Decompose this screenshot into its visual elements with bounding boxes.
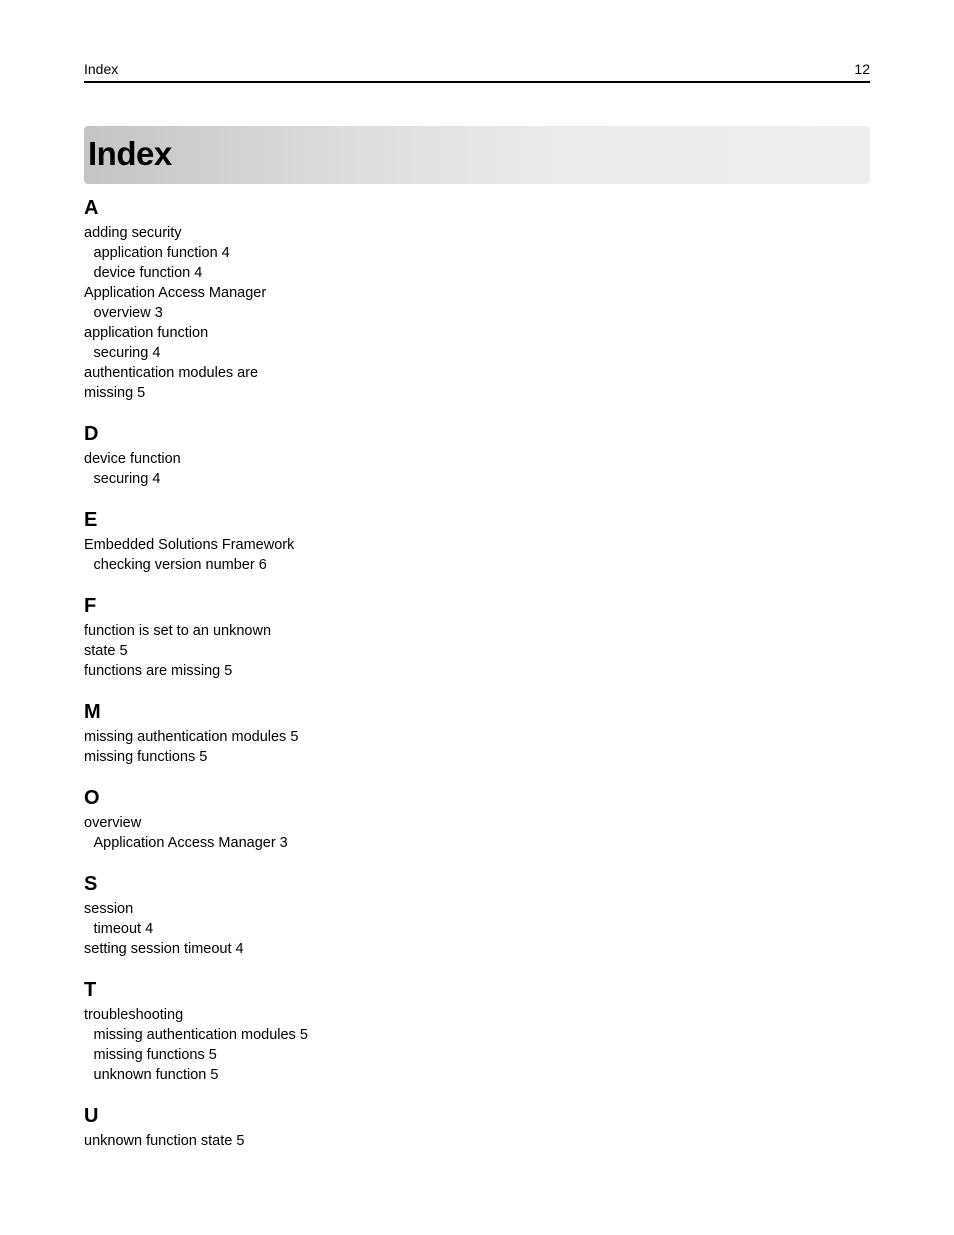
index-entry-term: session	[84, 901, 134, 917]
header-page-number: 12	[854, 61, 870, 77]
page-title: Index	[88, 135, 172, 172]
index-letter-group	[84, 592, 404, 681]
index-letter-heading: E	[84, 509, 98, 531]
index-page-reference: 4	[145, 921, 154, 937]
index-entry-term: missing functions	[93, 1047, 205, 1063]
index-entry-term: application function	[93, 245, 218, 261]
index-page-reference: 5	[290, 729, 299, 745]
index-subentry	[84, 555, 404, 575]
index-entry	[84, 223, 404, 243]
index-entry-term: overview	[84, 815, 142, 831]
index-letter-group	[84, 698, 404, 767]
index-entry	[84, 747, 404, 767]
index-page-reference: 5	[210, 1067, 219, 1083]
index-entry	[84, 323, 404, 343]
index-entry-term: Application Access Manager	[93, 835, 276, 851]
index-entry-term: missing	[84, 385, 134, 401]
index-letter-heading: M	[84, 701, 101, 723]
index-letter-group	[84, 506, 404, 575]
index-page-reference: 4	[152, 471, 161, 487]
index-letter-heading: A	[84, 197, 99, 219]
index-letter-group	[84, 194, 404, 403]
index-entry-term: state	[84, 643, 116, 659]
index-page-reference: 5	[236, 1133, 245, 1149]
running-header	[84, 60, 870, 83]
index-page-reference: 5	[208, 1047, 217, 1063]
index-page-reference: 5	[224, 663, 233, 679]
index-entry	[84, 383, 404, 403]
index-letter-group	[84, 420, 404, 489]
index-entry	[84, 1005, 404, 1025]
index-entry-term: overview	[93, 305, 151, 321]
index-entry-list	[84, 899, 404, 959]
index-letter-group	[84, 870, 404, 959]
index-entry-term: securing	[93, 471, 149, 487]
index-page-reference: 3	[279, 835, 288, 851]
index-entry-term: device function	[84, 451, 181, 467]
index-entry	[84, 283, 404, 303]
index-entry-term: securing	[93, 345, 149, 361]
index-subentry	[84, 1025, 404, 1045]
index-entry-term: setting session timeout	[84, 941, 232, 957]
index-entry-list	[84, 1131, 404, 1151]
index-body	[84, 194, 404, 1168]
index-page-reference: 4	[221, 245, 230, 261]
index-entry-term: Embedded Solutions Framework	[84, 537, 295, 553]
title-banner	[84, 126, 870, 184]
index-letter-heading: S	[84, 873, 98, 895]
index-entry-term: missing functions	[84, 749, 196, 765]
index-entry	[84, 449, 404, 469]
index-entry-term: authentication modules are	[84, 365, 259, 381]
index-subentry	[84, 833, 404, 853]
index-entry	[84, 661, 404, 681]
index-letter-heading: D	[84, 423, 99, 445]
index-entry-term: troubleshooting	[84, 1007, 184, 1023]
index-subentry	[84, 343, 404, 363]
index-page-reference: 3	[154, 305, 163, 321]
index-entry	[84, 621, 404, 641]
index-letter-group	[84, 784, 404, 853]
index-subentry	[84, 469, 404, 489]
index-entry-term: unknown function	[93, 1067, 207, 1083]
index-page-reference: 6	[258, 557, 267, 573]
index-entry-term: device function	[93, 265, 191, 281]
index-entry-term: timeout	[93, 921, 142, 937]
index-entry	[84, 535, 404, 555]
index-entry-list	[84, 1005, 404, 1085]
index-entry	[84, 813, 404, 833]
index-entry-term: function is set to an unknown	[84, 623, 272, 639]
index-entry-term: Application Access Manager	[84, 285, 267, 301]
index-entry-term: application function	[84, 325, 209, 341]
index-entry-list	[84, 223, 404, 403]
index-letter-heading: T	[84, 979, 97, 1001]
index-entry-term: missing authentication modules	[93, 1027, 296, 1043]
index-subentry	[84, 919, 404, 939]
index-page-reference: 5	[119, 643, 128, 659]
index-page-reference: 5	[137, 385, 146, 401]
index-page-reference: 5	[199, 749, 208, 765]
index-subentry	[84, 1065, 404, 1085]
index-subentry	[84, 243, 404, 263]
index-subentry	[84, 263, 404, 283]
index-entry-list	[84, 535, 404, 575]
index-subentry	[84, 303, 404, 323]
index-page-reference: 4	[194, 265, 203, 281]
index-entry-term: functions are missing	[84, 663, 221, 679]
header-section-name: Index	[84, 61, 119, 77]
index-entry-term: unknown function state	[84, 1133, 233, 1149]
index-page-reference: 4	[235, 941, 244, 957]
index-letter-heading: O	[84, 787, 100, 809]
index-entry	[84, 363, 404, 383]
index-entry-term: adding security	[84, 225, 182, 241]
index-letter-heading: F	[84, 595, 97, 617]
index-entry-term: checking version number	[93, 557, 255, 573]
index-entry	[84, 727, 404, 747]
index-entry	[84, 641, 404, 661]
index-entry	[84, 899, 404, 919]
index-entry-list	[84, 813, 404, 853]
index-entry-term: missing authentication modules	[84, 729, 287, 745]
index-entry-list	[84, 621, 404, 681]
index-letter-heading: U	[84, 1105, 99, 1127]
index-page-reference: 4	[152, 345, 161, 361]
index-letter-group	[84, 1102, 404, 1151]
index-entry	[84, 1131, 404, 1151]
index-letter-group	[84, 976, 404, 1085]
index-entry-list	[84, 449, 404, 489]
index-page-reference: 5	[299, 1027, 308, 1043]
index-entry-list	[84, 727, 404, 767]
index-entry	[84, 939, 404, 959]
index-subentry	[84, 1045, 404, 1065]
